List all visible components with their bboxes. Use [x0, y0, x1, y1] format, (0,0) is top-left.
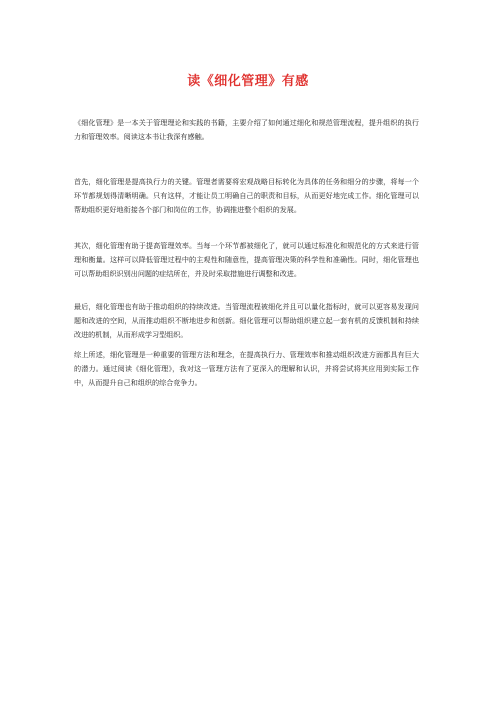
paragraph-improvement: 最后，细化管理也有助于推动组织的持续改进。当管理流程被细化并且可以量化指标时，就可以更容易发现问题和改进的空间，从而推动组织不断地进步和创新。细化管理可以帮助组织建立起一套有机的反馈机制和持续改进的机制，从而形成学习型组织。	[74, 302, 419, 339]
paragraph-intro: 《细化管理》是一本关于管理理论和实践的书籍，主要介绍了如何通过细化和规范管理流程，提升组织的执行力和管理效率。阅读这本书让我深有感触。	[74, 118, 419, 141]
paragraph-conclusion: 综上所述，细化管理是一种重要的管理方法和理念，在提高执行力、管理效率和推动组织改进方面都具有巨大的潜力。通过阅读《细化管理》，我对这一管理方法有了更深入的理解和认识，并将尝试将其应用到实际工作中，从而提升自己和组织的综合竞争力。	[74, 350, 419, 387]
document-title: 读《细化管理》有感	[187, 74, 309, 89]
paragraph-efficiency: 其次，细化管理有助于提高管理效率。当每一个环节都被细化了，就可以通过标准化和规范化的方式来进行管理和衡量。这样可以降低管理过程中的主观性和随意性，提高管理决策的科学性和准确性。同时，细化管理也可以帮助组织识别出问题的症结所在，并及时采取措施进行调整和改进。	[74, 241, 419, 278]
paragraph-execution: 首先，细化管理是提高执行力的关键。管理者需要将宏观战略目标转化为具体的任务和细分的步骤，将每一个环节都规划得清晰明确。只有这样，才能让员工明确自己的职责和目标，从而更好地完成工作。细化管理可以帮助组织更好地衔接各个部门和岗位的工作，协调推进整个组织的发展。	[74, 177, 419, 214]
